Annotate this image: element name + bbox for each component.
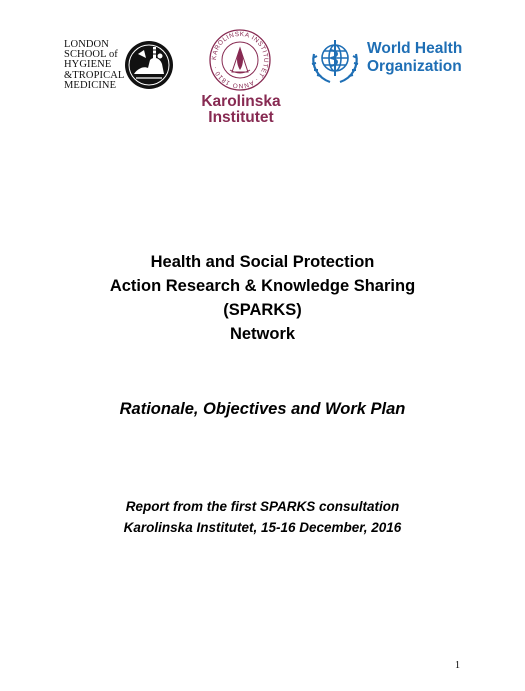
lshtm-line: LONDON bbox=[64, 39, 109, 50]
title-line: Action Research & Knowledge Sharing bbox=[109, 277, 416, 295]
who-line: World Health bbox=[367, 40, 463, 57]
who-line: Organization bbox=[367, 58, 462, 75]
lshtm-logo bbox=[64, 38, 174, 94]
who-wordmark bbox=[367, 40, 462, 76]
logo-header bbox=[0, 0, 525, 140]
document-subtitle: Rationale, Objectives and Work Plan bbox=[119, 400, 406, 418]
lshtm-line: MEDICINE bbox=[64, 79, 117, 91]
title-line: Health and Social Protection bbox=[150, 253, 375, 271]
lshtm-crest-icon bbox=[124, 38, 174, 92]
title-line: Network bbox=[229, 325, 296, 343]
report-line: Report from the first SPARKS consultation bbox=[125, 499, 400, 514]
who-logo bbox=[308, 36, 478, 86]
svg-text:KAROLINSKA INSTITUTET · ANNO 1: KAROLINSKA INSTITUTET · ANNO 1810 · bbox=[210, 30, 270, 90]
lshtm-line: SCHOOL of bbox=[64, 49, 118, 61]
lshtm-wordmark bbox=[64, 40, 124, 91]
report-line: Karolinska Institutet, 15-16 December, 2016 bbox=[123, 520, 402, 535]
lshtm-line: &TROPICAL bbox=[64, 69, 125, 81]
title-line: (SPARKS) bbox=[223, 301, 302, 319]
karolinska-line: Karolinska bbox=[201, 93, 281, 110]
report-info bbox=[0, 496, 525, 538]
who-emblem-icon bbox=[308, 36, 362, 86]
karolinska-logo bbox=[196, 28, 286, 130]
karolinska-line: Institutet bbox=[208, 109, 274, 126]
karolinska-wordmark bbox=[196, 94, 286, 126]
lshtm-line: HYGIENE bbox=[64, 59, 112, 71]
page-number: 1 bbox=[455, 660, 460, 671]
karolinska-seal-icon bbox=[208, 28, 272, 92]
document-title bbox=[0, 250, 525, 346]
